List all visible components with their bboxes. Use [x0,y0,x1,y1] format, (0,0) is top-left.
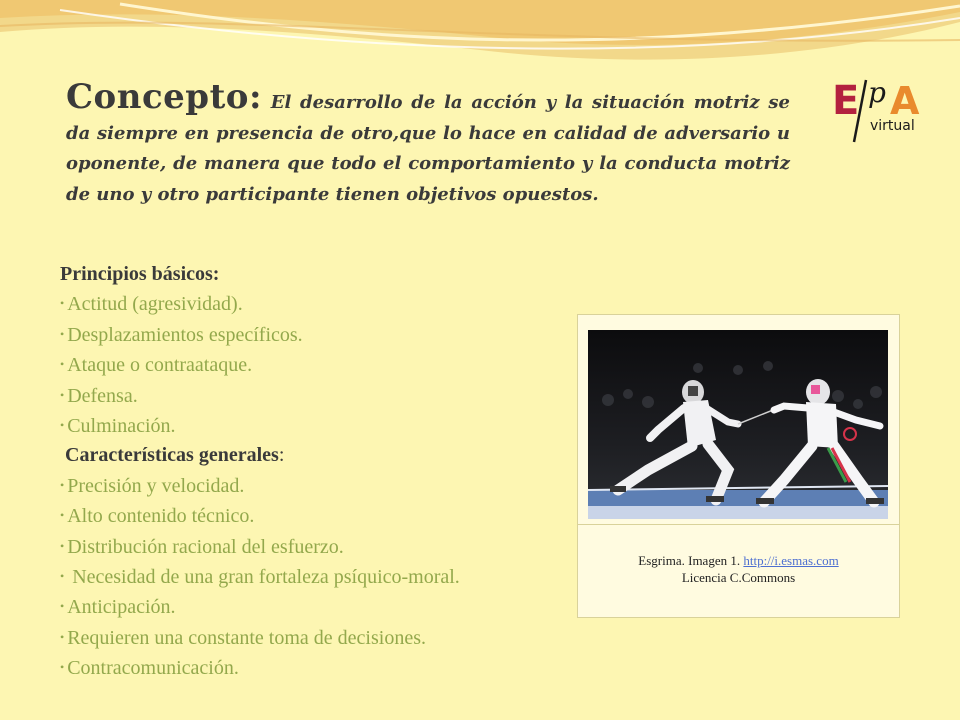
principles-list [60,260,580,684]
list-item: • Anticipación. [60,596,176,619]
concept-text: El desarrollo de la acción y la situación motriz se da siempre en presencia de otro,que lo hace en calidad de adversario u oponente, de manera que todo el comportamiento y la conducta motriz de uno y otro participante tienen objetivos opuestos. [66,92,790,205]
list-item: • Defensa. [60,384,138,407]
epa-virtual-logo [828,72,932,152]
list-item: • Necesidad de una gran fortaleza psíquico-moral. [60,566,460,589]
figure-divider [578,524,899,525]
principles-heading: Principios básicos: [60,263,220,285]
list-item: • Distribución racional del esfuerzo. [60,535,344,558]
concept-paragraph [66,77,790,210]
list-item: • Desplazamientos específicos. [60,323,303,346]
logo-letter-e: E [832,78,860,124]
list-item: • Actitud (agresividad). [60,293,243,316]
caption-text: Esgrima. Imagen 1. [638,553,744,568]
list-item: • Culminación. [60,415,176,438]
concept-title: Concepto: [66,77,262,117]
logo-subtitle: virtual [870,118,915,134]
list-item: • Precisión y velocidad. [60,474,245,497]
caption-link[interactable]: http://i.esmas.com [743,553,839,568]
decorative-banner [0,0,960,80]
fencing-photo [588,330,888,519]
list-item: • Alto contenido técnico. [60,505,255,528]
characteristics-heading: Características generales: [65,444,285,467]
logo-letter-p: p [868,76,886,109]
figure-caption [578,552,899,586]
figure-box [577,314,900,618]
logo-letter-a: A [890,79,920,123]
list-item: • Contracomunicación. [60,657,239,680]
caption-license: Licencia C.Commons [681,570,796,585]
list-item: • Ataque o contraataque. [60,354,253,377]
list-item: • Requieren una constante toma de decisiones. [60,626,426,649]
